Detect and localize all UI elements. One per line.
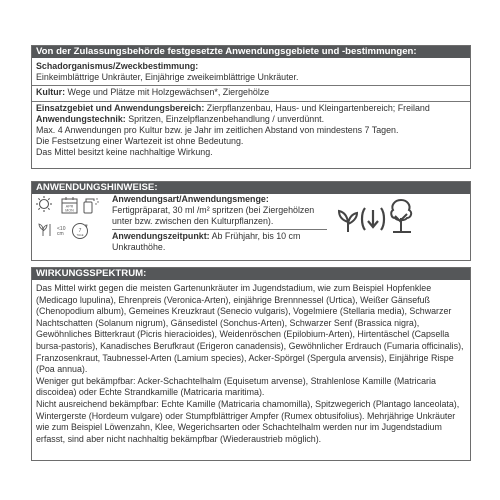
calendar-icon <box>62 197 77 213</box>
application-hints-body <box>32 194 470 263</box>
svg-text:MON: MON <box>65 208 74 213</box>
spectrum-body <box>32 280 470 449</box>
interval-clock-icon <box>73 224 88 239</box>
wirkung-text: Das Mittel besitzt keine nachhaltige Wirkung. <box>36 147 213 158</box>
schadorganismus-text: Einkeimblättrige Unkräuter, Einjährige zweikeimblättrige Unkräuter. <box>36 72 299 83</box>
kultur-label: Kultur: <box>36 87 66 98</box>
application-hints-header: ANWENDUNGSHINWEISE: <box>32 182 470 194</box>
application-rules-header: Von der Zulassungsbehörde festgesetzte Anwendungsgebiete und -bestimmungen: <box>32 46 470 58</box>
zeit-label: Anwendungszeitpunkt: <box>112 230 210 241</box>
svg-text:TAGE: TAGE <box>76 233 84 237</box>
application-hints-panel <box>31 181 471 261</box>
spectrum-panel <box>31 267 471 461</box>
application-rules-body <box>32 58 470 163</box>
svg-text:APR: APR <box>65 204 74 209</box>
max-applications-text: Max. 4 Anwendungen pro Kultur bzw. je Jahr im zeitlichen Abstand von mindestens 7 Tagen. <box>36 125 399 136</box>
application-rules-panel <box>31 45 471 169</box>
sun-icon <box>36 196 52 212</box>
divider <box>32 85 470 86</box>
kultur-line <box>36 87 466 98</box>
spectrum-paragraph-not-effective: Nicht ausreichend bekämpfbar: Echte Kamille (Matricaria chamomilla), Spitzwegerich (Plantago lanceolata), Wintergerste (Hordeum vulgare) oder Stumpfblättriger Ampfer (Rumex obtusifolius). Mehrjährige Unkräuter wie zum Beispiel Löwenzahn, Klee, Wegerichsarten oder Schachtelhalm werden nur im Jugendstadium erfasst, sind aber nicht nachhaltig bekämpfbar (Wiederaustrieb möglich). <box>36 398 460 444</box>
tree-icon <box>391 200 411 232</box>
wartezeit-text: Die Festsetzung einer Wartezeit ist ohne Bedeutung. <box>36 136 244 147</box>
down-arrow-bracket-icon <box>362 208 384 230</box>
einsatz-line <box>36 103 466 114</box>
svg-text:cm: cm <box>57 231 64 237</box>
einsatz-text: Zierpflanzenbau, Haus- und Kleingartenbereich; Freiland <box>204 102 430 113</box>
plant-height-icon <box>39 224 66 237</box>
technik-text: Spritzen, Einzelpflanzenbehandlung / unverdünnt. <box>125 113 325 124</box>
einsatz-label: Einsatzgebiet und Anwendungsbereich: <box>36 102 205 113</box>
large-pictograms-svg <box>336 196 416 246</box>
technik-line <box>36 114 466 125</box>
divider <box>32 101 470 102</box>
sprayer-icon <box>84 198 99 213</box>
pictograms-svg <box>32 194 112 256</box>
zeit-line <box>112 231 327 253</box>
spectrum-paragraph-main: Das Mittel wirkt gegen die meisten Gartenunkräuter im Jugendstadium, wie zum Beispiel Hopfenklee (Medicago lupulina), Ehrenpreis (Veronica-Arten), einjährige Brennnessel (Urtica), Weißer Gänsefuß (Chenopodium album), Gemeines Kreuzkraut (Senecio vulgaris), Vogelmiere (Stellaria media), Schwarzer Nachtschatten (Solanum nigrum), Gänsedistel (Sonchus-Arten), Schwarzer Senf (Brassica nigra), Gewöhnliches Bitterkraut (Picris hieracioides), Weidenröschen (Epilobium-Arten), Hirtentäschel (Capsella bursa-pastoris), Kanadisches Berufkraut (Erigeron canadensis), Gewöhnlicher Erdrauch (Fumaria officinalis), Franzosenkraut, Taubnessel-Arten (Lamium species), Acker-Spörgel (Spergula arvensis), Einjährige Rispe (Poa annua). <box>36 283 464 375</box>
hint-text <box>112 194 327 253</box>
svg-text:<10: <10 <box>57 226 66 232</box>
spectrum-header: WIRKUNGSSPEKTRUM: <box>32 268 470 280</box>
art-label: Anwendungsart/Anwendungsmenge: <box>112 194 269 204</box>
svg-text:7: 7 <box>78 228 82 235</box>
zeit-text: Ab Frühjahr, bis 10 cm Unkrauthöhe. <box>112 230 301 252</box>
pictogram-group <box>32 194 112 254</box>
large-pictograms <box>336 196 416 246</box>
technik-label: Anwendungstechnik: <box>36 113 126 124</box>
seedling-icon <box>339 211 357 232</box>
divider <box>112 229 327 230</box>
schadorganismus-label: Schadorganismus/Zweckbestimmung: <box>36 61 199 71</box>
spectrum-paragraph-less-effective: Weniger gut bekämpfbar: Acker-Schachtelhalm (Equisetum arvense), Strahlenlose Kamille (Matricaria discoidea) oder Echte Strandkamille (Matricaria maritima). <box>36 375 436 398</box>
art-text: Fertigpräparat, 30 ml /m² spritzen (bei Ziergehölzen unter bzw. zwischen den Kulturpflanzen). <box>112 205 315 227</box>
kultur-text: Wege und Plätze mit Holzgewächsen*, Ziergehölze <box>65 87 270 98</box>
